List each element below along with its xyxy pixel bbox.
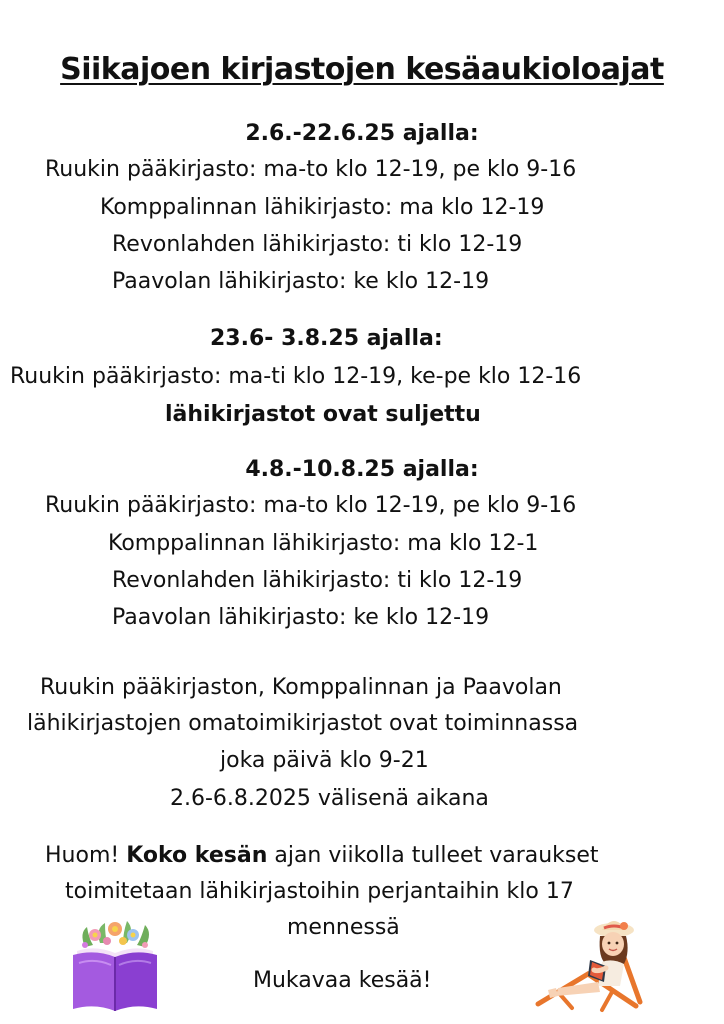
note-line-1 [45,842,599,870]
section-2-heading: 23.6- 3.8.25 ajalla: [210,326,443,351]
section-1-line-1: Ruukin pääkirjasto: ma-to klo 12-19, pe klo 9-16 [45,157,577,182]
section-2-line-1: Ruukin pääkirjasto: ma-ti klo 12-19, ke-pe klo 12-16 [10,364,582,389]
note-line-2: toimitetaan lähikirjastoihin perjantaihin klo 17 [65,879,574,904]
closing-text: Mukavaa kesää! [253,968,432,993]
section-2-closed-note: lähikirjastot ovat suljettu [165,402,481,427]
self-service-line-3: joka päivä klo 9-21 [220,748,429,773]
purple-book-with-flowers-icon [65,915,165,1015]
section-3-heading: 4.8.-10.8.25 ajalla: [245,457,479,482]
self-service-line-4: 2.6-6.8.2025 välisenä aikana [170,786,489,811]
self-service-line-1: Ruukin pääkirjaston, Komppalinnan ja Paavolan [40,675,562,700]
note-suffix: ajan viikolla tulleet varaukset [267,843,599,868]
section-1-heading: 2.6.-22.6.25 ajalla: [245,121,479,146]
note-line-3: mennessä [287,915,400,940]
section-1-line-2: Komppalinnan lähikirjasto: ma klo 12-19 [100,195,545,220]
note-prefix: Huom! [45,843,127,868]
section-1-line-3: Revonlahden lähikirjasto: ti klo 12-19 [112,232,523,257]
section-1-line-4: Paavolan lähikirjasto: ke klo 12-19 [112,269,490,294]
self-service-line-2: lähikirjastojen omatoimikirjastot ovat toiminnassa [27,711,579,736]
section-3-line-1: Ruukin pääkirjasto: ma-to klo 12-19, pe klo 9-16 [45,493,577,518]
section-3-line-2: Komppalinnan lähikirjasto: ma klo 12-1 [108,531,539,556]
note-bold: Koko kesän [126,843,268,868]
section-3-line-4: Paavolan lähikirjasto: ke klo 12-19 [112,605,490,630]
page-title: Siikajoen kirjastojen kesäaukioloajat [60,52,664,87]
girl-reading-on-sunlounger-icon [528,912,648,1016]
section-3-line-3: Revonlahden lähikirjasto: ti klo 12-19 [112,568,523,593]
